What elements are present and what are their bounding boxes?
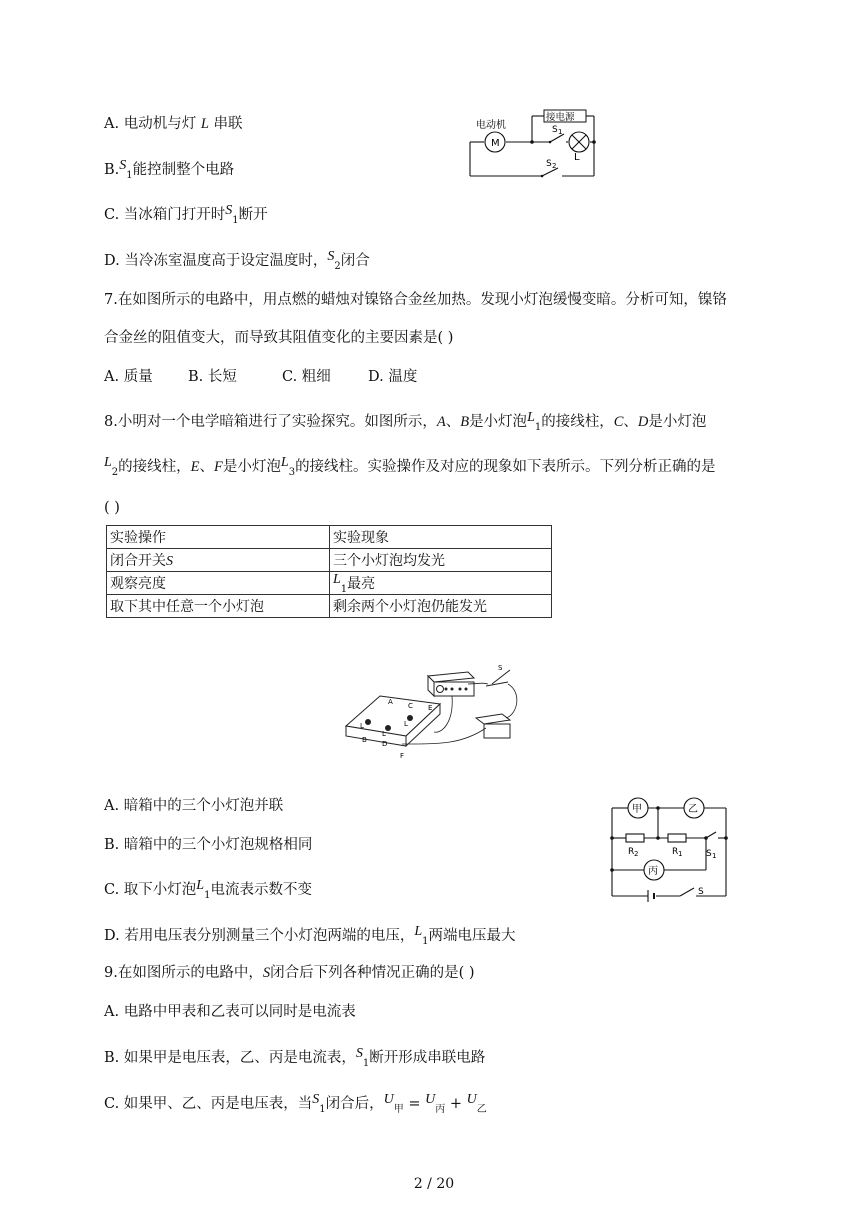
q9-option-c <box>104 1094 487 1116</box>
terminal-label: A <box>388 698 393 706</box>
q9-var-u: U <box>425 1092 436 1107</box>
resistor-label: R <box>628 847 635 857</box>
q8-var-l-sub: 1 <box>534 422 542 433</box>
q9-stem-var: S <box>262 965 271 981</box>
table-header-cell: 实验操作 <box>107 526 330 549</box>
q9-option-c-sub: 1 <box>319 1104 326 1115</box>
q6-option-a-suffix: 串联 <box>213 116 243 132</box>
lamp-label: L <box>574 152 580 163</box>
q9-var-u-sub: 丙 <box>435 1104 446 1115</box>
lamp-label: L <box>382 730 386 738</box>
q9-stem-text: 9.在如图所示的电路中， <box>104 965 263 981</box>
q8-option-c <box>104 880 312 902</box>
q9-option-b-var: S <box>355 1046 363 1061</box>
q6-option-d-var: S <box>327 249 335 264</box>
q8-var-l: L <box>280 455 289 470</box>
q9-var-u: U <box>383 1092 394 1107</box>
q6-option-c-sub: 1 <box>232 215 239 226</box>
table-cell: 取下其中任意一个小灯泡 <box>107 595 330 618</box>
table-row <box>107 595 552 618</box>
terminal-label: B <box>362 736 367 744</box>
terminal-label: D <box>382 740 388 748</box>
terminal-label: C <box>408 702 413 710</box>
q8-option-b: B. 暗箱中的三个小灯泡规格相同 <box>104 837 313 853</box>
table-cell <box>107 549 330 572</box>
q8-option-d <box>104 926 516 948</box>
meter-label: 丙 <box>648 866 658 877</box>
q9-option-a: A. 电路中甲表和乙表可以同时是电流表 <box>104 1004 356 1020</box>
q8-option-c-var: L <box>196 878 205 893</box>
q9-meter-circuit-diagram <box>606 796 734 902</box>
q8-var-l: L <box>527 410 535 425</box>
q8-option-c-text: C. 取下小灯泡 <box>104 882 197 898</box>
resistor-label: R <box>672 847 679 857</box>
q6-option-b <box>104 160 234 182</box>
q8-var-f: F <box>214 459 223 475</box>
switch-label: S <box>698 887 704 897</box>
q6-option-d-suffix: 闭合 <box>340 253 370 269</box>
q8-var-c: C <box>613 414 624 430</box>
q6-option-a-var: L <box>200 116 209 132</box>
q8-var-l-sub: 3 <box>288 467 296 478</box>
cell-var: L <box>333 572 341 587</box>
q8-option-d-suffix: 两端电压最大 <box>428 928 516 944</box>
table-cell: 剩余两个小灯泡仍能发光 <box>330 595 552 618</box>
q6-option-b-suffix: 能控制整个电路 <box>132 162 235 178</box>
q9-option-b-sub: 1 <box>362 1058 370 1069</box>
q8-observation-table <box>106 525 552 618</box>
q8-var-a: A <box>436 414 446 430</box>
q7-stem-line1: 7.在如图所示的电路中，用点燃的蜡烛对镍铬合金丝加热。发现小灯泡缓慢变暗。分析可知，镍铬 <box>104 292 727 308</box>
meter-label: 乙 <box>688 804 698 815</box>
terminal-label: E <box>428 704 433 712</box>
q7-option-b: B. 长短 <box>188 369 237 385</box>
q8-text: 是小灯泡 <box>648 414 707 430</box>
q8-sep: 、 <box>623 414 638 430</box>
q9-plus: + <box>445 1096 467 1112</box>
motor-symbol: M <box>491 138 500 149</box>
q9-stem-suffix: 闭合后下列各种情况正确的是( ) <box>270 965 475 981</box>
q6-option-b-text: B. <box>104 162 120 178</box>
resistor-icon <box>668 834 686 842</box>
s2-label: S <box>546 159 552 169</box>
q9-var-u: U <box>466 1092 477 1107</box>
table-cell: 观察亮度 <box>107 572 330 595</box>
q9-option-b <box>104 1048 485 1070</box>
q6-option-c-var: S <box>225 203 233 218</box>
q8-var-e: E <box>190 459 200 475</box>
s1-label: S <box>552 125 558 135</box>
q9-option-c-text: C. 如果甲、乙、丙是电压表，当 <box>104 1096 313 1112</box>
q6-option-a-text: A. 电动机与灯 <box>104 116 197 132</box>
cell-text: 最亮 <box>347 576 376 592</box>
q7-option-c: C. 粗细 <box>282 369 331 385</box>
q8-option-c-sub: 1 <box>204 890 211 901</box>
table-header-cell: 实验现象 <box>330 526 552 549</box>
q8-stem-line3: ( ) <box>104 500 120 516</box>
q8-stem-line2 <box>104 457 716 479</box>
q9-option-b-text: B. 如果甲是电压表，乙、丙是电流表， <box>104 1050 356 1066</box>
q9-option-b-suffix: 断开形成串联电路 <box>369 1050 486 1066</box>
q9-option-c-mid: 闭合后， <box>325 1096 384 1112</box>
q8-var-b: B <box>460 414 470 430</box>
switch-label: S <box>498 664 503 672</box>
q8-option-d-var: L <box>414 924 423 939</box>
q8-var-l-sub: 2 <box>111 467 119 478</box>
q6-option-d <box>104 251 370 273</box>
q6-option-c-suffix: 断开 <box>238 207 268 223</box>
q6-option-d-sub: 2 <box>334 261 341 272</box>
terminal-label: F <box>400 752 405 760</box>
meter-label: 甲 <box>632 804 642 815</box>
q8-sep: 、 <box>445 414 461 430</box>
q6-option-c <box>104 205 268 227</box>
q7-option-d: D. 温度 <box>368 369 418 385</box>
cell-sub: 1 <box>340 584 348 595</box>
s2-sub: 2 <box>552 162 557 170</box>
switch-sub: 1 <box>712 852 717 860</box>
s1-sub: 1 <box>558 128 563 136</box>
resistor-icon <box>626 834 644 842</box>
q6-option-b-var: S <box>119 158 127 173</box>
q8-black-box-figure <box>342 662 532 764</box>
q7-stem-line2: 合金丝的阻值变大，而导致其阻值变化的主要因素是( ) <box>104 330 454 346</box>
cell-text: 闭合开关 <box>110 553 166 569</box>
source-label: 接电源 <box>546 112 575 123</box>
cell-var: S <box>166 554 173 569</box>
q6-option-d-text: D. 当冷冻室温度高于设定温度时， <box>104 253 328 269</box>
q8-text: 的接线柱， <box>541 414 614 430</box>
q6-option-c-text: C. 当冰箱门打开时 <box>104 207 226 223</box>
table-row <box>107 549 552 572</box>
q8-sep: 、 <box>199 459 215 475</box>
q8-text: 的接线柱， <box>118 459 191 475</box>
lamp-label: L <box>404 720 408 728</box>
q8-text: 的接线柱。实验操作及对应的现象如下表所示。下列分析正确的是 <box>295 459 716 475</box>
q9-var-u-sub: 甲 <box>393 1104 404 1115</box>
q6-fridge-circuit-diagram <box>466 104 602 184</box>
resistor-sub: 1 <box>678 850 683 858</box>
switch-label: S <box>706 849 712 859</box>
q8-text: 是小灯泡 <box>222 459 281 475</box>
q8-var-l: L <box>104 455 112 470</box>
page-number: 2 / 20 <box>413 1176 455 1192</box>
q6-option-b-sub: 1 <box>126 170 133 181</box>
q8-option-a: A. 暗箱中的三个小灯泡并联 <box>104 798 284 814</box>
q8-option-c-suffix: 电流表示数不变 <box>210 882 312 898</box>
q8-stem-text: 8.小明对一个电学暗箱进行了实验探究。如图所示， <box>104 414 437 430</box>
lamp-label: L <box>360 722 364 730</box>
table-row <box>107 572 552 595</box>
q9-option-c-var: S <box>312 1092 320 1107</box>
table-cell: 三个小灯泡均发光 <box>330 549 552 572</box>
table-cell <box>330 572 552 595</box>
motor-label: 电动机 <box>476 120 506 131</box>
resistor-sub: 2 <box>634 850 639 858</box>
table-row <box>107 526 552 549</box>
q8-option-d-text: D. 若用电压表分别测量三个小灯泡两端的电压， <box>104 928 415 944</box>
q9-equals: = <box>403 1096 426 1112</box>
q6-option-a <box>104 114 243 134</box>
q7-option-a: A. 质量 <box>104 369 153 385</box>
q9-var-u-sub: 乙 <box>476 1104 487 1115</box>
q8-stem-line1 <box>104 412 706 434</box>
q8-text: 是小灯泡 <box>469 414 528 430</box>
q8-var-d: D <box>637 414 649 430</box>
q8-option-d-sub: 1 <box>422 936 429 947</box>
q9-stem <box>104 963 475 983</box>
